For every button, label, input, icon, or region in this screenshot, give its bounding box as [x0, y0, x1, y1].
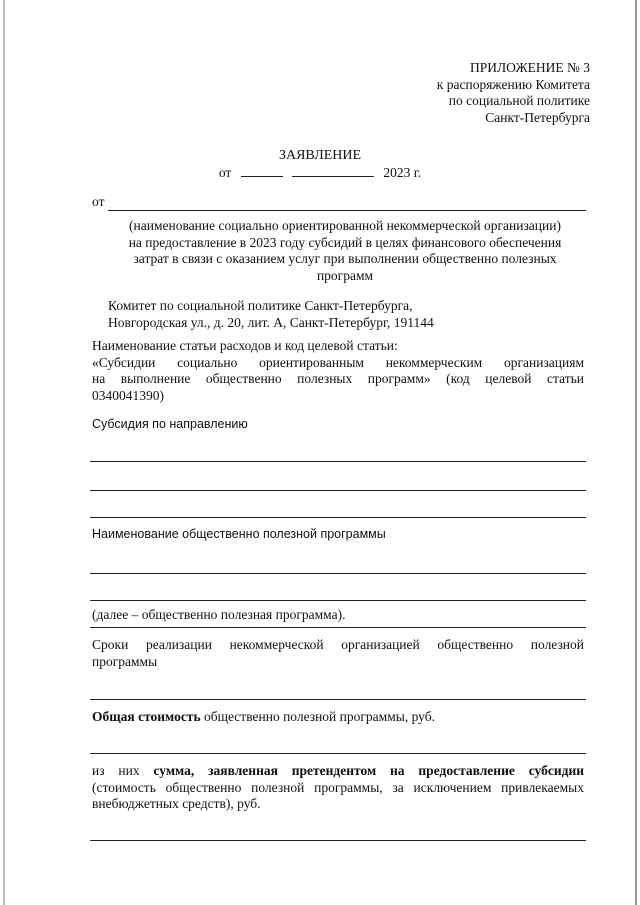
claimed-amount-line[interactable] — [90, 840, 586, 841]
date-day-blank[interactable] — [241, 165, 283, 177]
subsidy-direction-line-1[interactable] — [90, 461, 586, 462]
org-caption-line-3: затрат в связи с оказанием услуг при выполнении общественно полезных — [133, 251, 557, 266]
terms-line[interactable] — [90, 699, 586, 700]
date-line — [0, 165, 640, 181]
scan-right-edge — [635, 0, 637, 905]
org-caption-line-1: (наименование социально ориентированной некоммерческой организации) — [129, 218, 561, 233]
committee-line-2: Новгородская ул., д. 20, лит. А, Санкт-Петербург, 191144 — [108, 315, 434, 330]
terms-block — [92, 637, 584, 670]
expense-line-2: на выполнение общественно полезных программ» (код целевой статьи — [92, 371, 584, 386]
claimed-line-1 — [92, 763, 584, 780]
org-caption-line-4: программ — [316, 267, 374, 283]
program-name-line-2[interactable] — [90, 600, 586, 601]
claimed-lead: из них — [92, 763, 154, 778]
appendix-line-2: к распоряжению Комитета — [436, 76, 590, 92]
org-caption — [100, 218, 590, 284]
subsidy-direction-label: Субсидия по направлению — [92, 417, 248, 431]
expense-label: Наименование статьи расходов и код целевой статьи: — [92, 338, 398, 353]
claimed-block — [92, 763, 584, 813]
appendix-number: ПРИЛОЖЕНИЕ № 3 — [469, 60, 590, 75]
claimed-line-3: внебюджетных средств), руб. — [92, 796, 261, 811]
program-name-line-1[interactable] — [90, 573, 586, 574]
document-title: ЗАЯВЛЕНИЕ — [278, 148, 362, 163]
program-name-label: Наименование общественно полезной программы — [92, 527, 386, 541]
date-month-blank[interactable] — [292, 165, 374, 177]
program-hereafter-line[interactable] — [90, 627, 586, 628]
total-cost-bold: Общая стоимость — [92, 709, 201, 724]
appendix-line-3: по социальной политике — [448, 93, 590, 108]
date-prefix: от — [218, 165, 232, 180]
committee-address — [108, 297, 434, 331]
total-cost-line[interactable] — [90, 753, 586, 754]
expense-line-1: «Субсидии социально ориентированным некоммерческим организациям — [92, 354, 584, 370]
expense-line-3: 0340041390) — [92, 387, 164, 403]
expense-block — [92, 338, 584, 404]
subsidy-direction-line-2[interactable] — [90, 490, 586, 491]
from-label: от — [92, 194, 105, 209]
scan-left-edge — [3, 0, 5, 905]
appendix-line-4: Санкт-Петербурга — [485, 109, 590, 125]
subsidy-direction-line-3[interactable] — [90, 517, 586, 518]
committee-line-1: Комитет по социальной политике Санкт-Петербурга, — [108, 298, 413, 313]
terms-line-2: программы — [92, 653, 158, 669]
claimed-bold: сумма, заявленная претендентом на предоставление субсидии — [153, 763, 584, 778]
appendix-block — [437, 60, 590, 126]
terms-line-1: Сроки реализации некоммерческой организацией общественно полезной — [92, 637, 584, 652]
claimed-line-2: (стоимость общественно полезной программы, за исключением привлекаемых — [92, 779, 584, 795]
org-name-line[interactable] — [108, 210, 586, 211]
program-hereafter: (далее – общественно полезная программа). — [92, 607, 346, 622]
total-cost-rest: общественно полезной программы, руб. — [200, 709, 435, 724]
total-cost-label — [92, 709, 584, 726]
date-year: 2023 г. — [383, 165, 422, 180]
org-caption-line-2: на предоставление в 2023 году субсидий в целях финансового обеспечения — [128, 234, 562, 250]
